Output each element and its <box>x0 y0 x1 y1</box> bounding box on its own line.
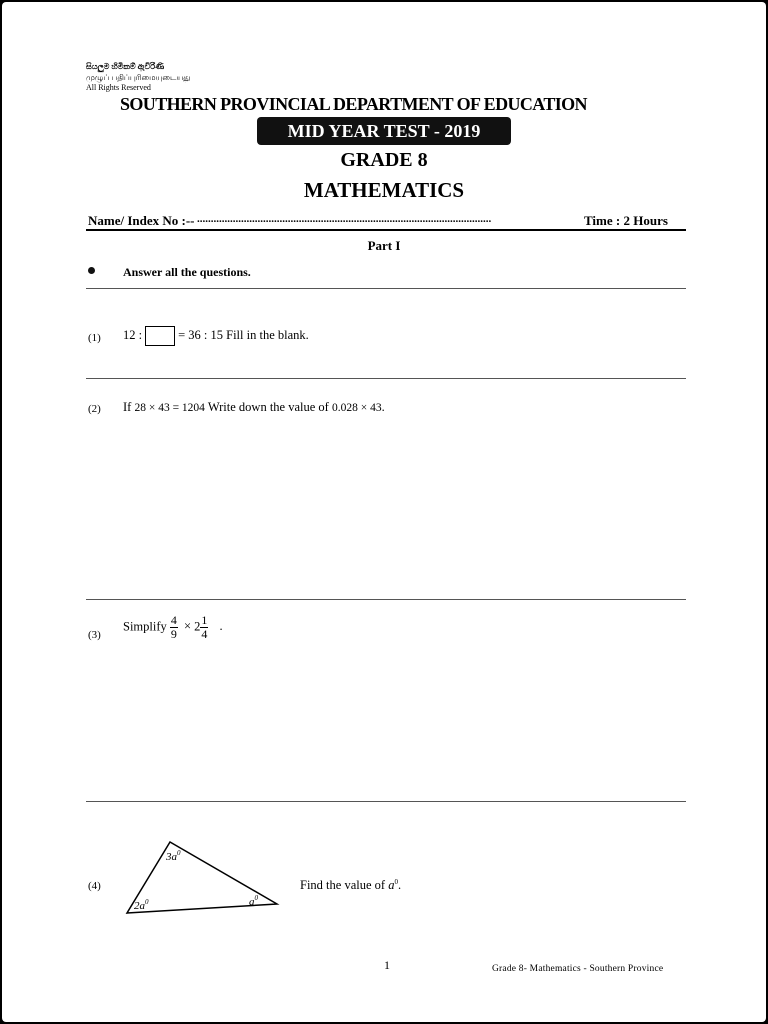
q4-degree: 0 <box>394 878 398 886</box>
question-2 <box>123 400 385 415</box>
fraction-1-4 <box>200 614 208 641</box>
angle-top-text: 3a <box>166 851 177 863</box>
q2-expression: 28 × 43 = 1204 <box>134 402 205 414</box>
q2-if: If <box>123 400 132 414</box>
triangle-shape <box>127 842 277 913</box>
q4-text: Find the value of <box>300 878 386 893</box>
q4-period: . <box>397 878 402 893</box>
q2-text: Write down the value of <box>207 400 329 414</box>
triangle-diagram <box>122 837 282 917</box>
instruction-text: Answer all the questions. <box>123 265 251 279</box>
sinhala-rights: සියලුම හිමිකම් ඇවිරිණි <box>86 62 165 71</box>
times-sign: × <box>184 619 192 634</box>
name-index-dots: ........................................................................................................... <box>197 213 492 225</box>
q1-suffix: = 36 : 15 Fill in the blank. <box>178 327 309 342</box>
question-number: (2) <box>88 403 101 415</box>
footer-text: Grade 8- Mathematics - Southern Province <box>492 964 664 974</box>
test-title-badge: MID YEAR TEST - 2019 <box>257 117 511 145</box>
angle-left-degree: 0 <box>145 898 149 906</box>
question-number: (3) <box>88 629 101 641</box>
question-4 <box>300 878 401 893</box>
grade-title: GRADE 8 <box>340 149 428 171</box>
angle-label-left <box>134 898 149 912</box>
fraction-numerator: 4 <box>170 613 177 627</box>
question-divider <box>86 599 686 600</box>
mixed-whole: 2 <box>194 619 201 634</box>
part-title: Part I <box>367 238 401 253</box>
header-divider <box>86 229 686 231</box>
fraction-denominator: 9 <box>170 627 177 641</box>
q2-expression-target: 0.028 × 43 <box>331 402 382 414</box>
question-1 <box>123 326 309 346</box>
section-divider <box>86 288 686 289</box>
answer-blank-box[interactable] <box>145 326 175 346</box>
tamil-rights: முழுப் பதிப்புரிமையுடையது <box>86 73 191 82</box>
angle-left-text: 2a <box>134 900 145 912</box>
english-rights: All Rights Reserved <box>86 83 151 92</box>
angle-label-top <box>165 849 181 863</box>
q2-period: . <box>381 400 385 414</box>
fraction-4-9 <box>170 614 178 641</box>
q3-simplify: Simplify <box>123 619 167 634</box>
q3-period: . <box>219 619 223 634</box>
angle-right-text: a <box>249 896 255 908</box>
bullet-icon <box>88 267 95 274</box>
fraction-denominator: 4 <box>201 627 208 641</box>
fraction-numerator: 1 <box>201 613 208 627</box>
question-number: (4) <box>88 880 101 892</box>
question-divider <box>86 801 686 802</box>
question-3 <box>123 614 223 641</box>
question-number: (1) <box>88 332 101 344</box>
question-divider <box>86 378 686 379</box>
page-number: 1 <box>384 958 390 972</box>
subject-title: MATHEMATICS <box>303 178 465 202</box>
q4-variable: a <box>388 878 395 893</box>
exam-page <box>2 2 766 1022</box>
department-title: SOUTHERN PROVINCIAL DEPARTMENT OF EDUCATION <box>120 94 587 114</box>
time-allowed: Time : 2 Hours <box>584 213 668 228</box>
name-index-label: Name/ Index No :-- <box>88 213 195 228</box>
angle-right-degree: 0 <box>254 894 258 902</box>
angle-top-degree: 0 <box>177 849 181 857</box>
q1-prefix: 12 : <box>123 327 143 342</box>
